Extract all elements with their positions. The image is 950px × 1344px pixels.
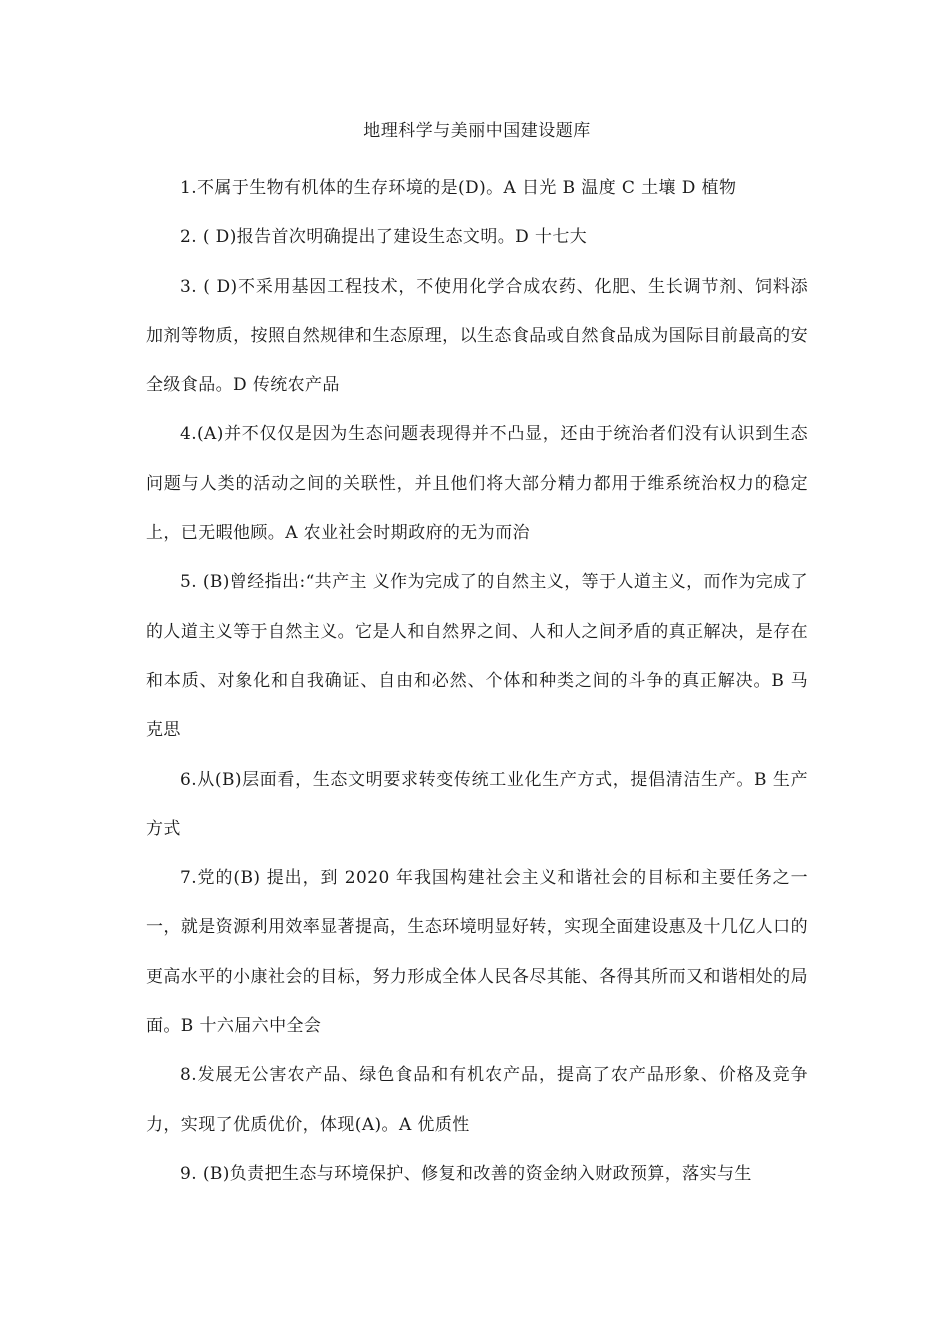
question-4: 4.(A)并不仅仅是因为生态问题表现得并不凸显，还由于统治者们没有认识到生态问题与人类的活动之间的关联性，并且他们将大部分精力都用于维系统治权力的稳定上，已无暇他顾。A 农业社会时期政府的无为而治 [146, 424, 808, 544]
question-8: 8.发展无公害农产品、绿色食品和有机农产品，提高了农产品形象、价格及竞争力，实现了优质优价，体现(A)。A 优质性 [146, 1065, 808, 1135]
question-6: 6.从(B)层面看，生态文明要求转变传统工业化生产方式，提倡清洁生产。B 生产方式 [146, 769, 808, 839]
question-1: 1.不属于生物有机体的生存环境的是(D)。A 日光 B 温度 C 土壤 D 植物 [180, 178, 737, 198]
question-3: 3. ( D)不采用基因工程技术，不使用化学合成农药、化肥、生长调节剂、饲料添加剂等物质，按照自然规律和生态原理，以生态食品或自然食品成为国际目前最高的安全级食品。D 传统农产品 [146, 276, 808, 396]
document-title: 地理科学与美丽中国建设题库 [363, 121, 591, 141]
question-5: 5. (B)曾经指出:“共产主 义作为完成了的自然主义，等于人道主义，而作为完成了的人道主义等于自然主义。它是人和自然界之间、人和人之间矛盾的真正解决，是存在和本质、对象化和自我确证、自由和必然、个体和种类之间的斗争的真正解决。B 马克思 [146, 572, 808, 741]
question-2: 2. ( D)报告首次明确提出了建设生态文明。D 十七大 [180, 227, 588, 248]
question-9: 9. (B)负责把生态与环境保护、修复和改善的资金纳入财政预算，落实与生 [180, 1163, 752, 1184]
question-7: 7.党的(B) 提出，到 2020 年我国构建社会主义和谐社会的目标和主要任务之一一，就是资源利用效率显著提高，生态环境明显好转，实现全面建设惠及十几亿人口的更高水平的小康社会的目标，努力形成全体人民各尽其能、各得其所而又和谐相处的局面。B 十六届六中全会 [146, 868, 808, 1037]
